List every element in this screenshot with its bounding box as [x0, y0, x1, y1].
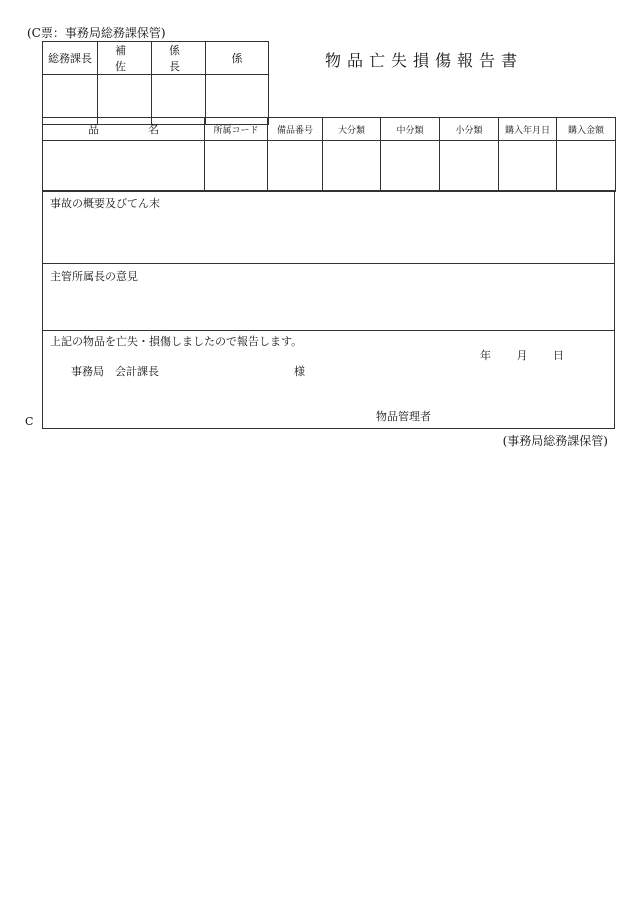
manager-opinion-label: 主管所属長の意見	[50, 270, 138, 283]
cell-minor-category	[440, 141, 499, 192]
approval-label-staff: 係	[206, 42, 269, 75]
manager-opinion-section	[42, 263, 615, 331]
cell-dept-code	[205, 141, 268, 192]
item-name-char-1: 品	[88, 123, 99, 136]
approval-label-general-affairs-chief: 総務課長	[43, 42, 98, 75]
date-line: 年 月 日	[480, 349, 564, 362]
cell-item-name	[43, 141, 205, 192]
property-manager-label: 物品管理者	[376, 410, 431, 423]
addressee: 事務局 会計課長	[71, 365, 159, 378]
approval-label-assistant: 補 佐	[98, 42, 152, 75]
honorific: 様	[294, 365, 305, 378]
col-header-purchase-date: 購入年月日	[499, 118, 557, 141]
col-header-major-category: 大分類	[323, 118, 381, 141]
col-header-dept-code: 所属コード	[205, 118, 268, 141]
cell-equipment-number	[268, 141, 323, 192]
items-table	[42, 117, 616, 192]
cell-mid-category	[381, 141, 440, 192]
col-header-item-name	[43, 118, 205, 141]
report-statement-section	[42, 330, 615, 429]
document-title: 物品亡失損傷報告書	[325, 51, 524, 70]
col-header-minor-category: 小分類	[440, 118, 499, 141]
col-header-mid-category: 中分類	[381, 118, 440, 141]
col-header-purchase-amount: 購入金額	[557, 118, 616, 141]
cell-purchase-amount	[557, 141, 616, 192]
report-statement: 上記の物品を亡失・損傷しましたので報告します。	[50, 335, 303, 348]
item-name-char-2: 名	[148, 123, 159, 136]
side-mark: C	[25, 415, 34, 428]
footer-note: (事務局総務課保管)	[502, 434, 608, 448]
copy-note: (C票：事務局総務課保管)	[27, 26, 166, 40]
cell-purchase-date	[499, 141, 557, 192]
incident-summary-section	[42, 190, 615, 264]
cell-major-category	[323, 141, 381, 192]
approval-label-section-chief: 係 長	[152, 42, 206, 75]
approval-stamp-table	[42, 41, 269, 125]
incident-summary-label: 事故の概要及びてん末	[50, 197, 160, 210]
col-header-equipment-number: 備品番号	[268, 118, 323, 141]
